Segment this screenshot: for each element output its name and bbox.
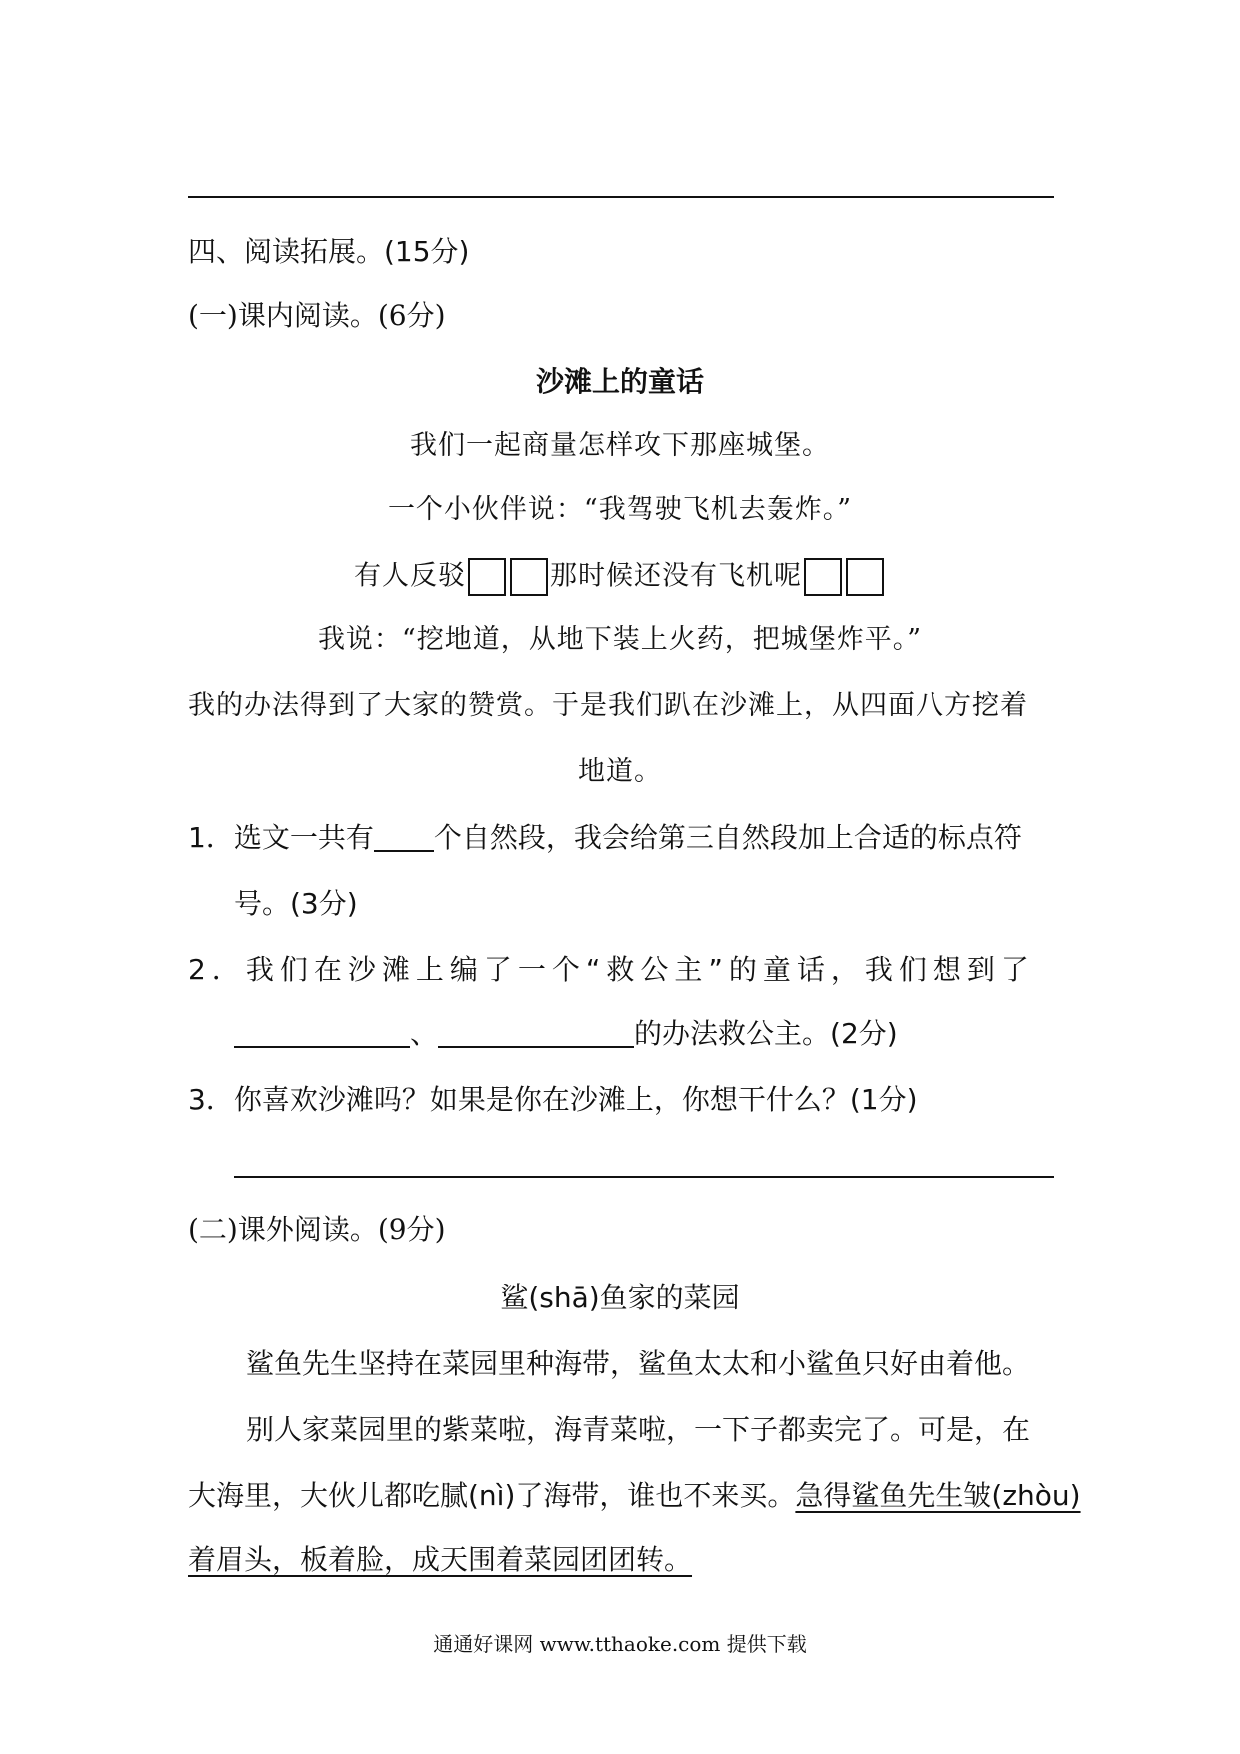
passage1-line-3: [0, 558, 1240, 596]
passage2-paragraph-2-line-3: [188, 1543, 693, 1576]
question-2-number: 2．: [188, 953, 246, 986]
passage2-text: 大海里，大伙儿都吃腻(nì)了海带，谁也不来买。: [188, 1479, 796, 1512]
passage2-paragraph-2-line-1: 别人家菜园里的紫菜啦，海青菜啦，一下子都卖完了。可是，在: [246, 1413, 1031, 1446]
question-3-text: 你喜欢沙滩吗？如果是你在沙滩上，你想干什么？(1分): [233, 1083, 918, 1116]
answer-blank[interactable]: [374, 824, 434, 852]
top-rule: [188, 196, 1054, 198]
passage1-line-4: 我说：“挖地道，从地下装上火药，把城堡炸平。”: [317, 624, 923, 655]
question-3-number: 3．: [188, 1083, 234, 1116]
answer-blank[interactable]: [438, 1020, 634, 1048]
passage1-title: 沙滩上的童话: [535, 365, 704, 398]
passage2-paragraph-1: 鲨鱼先生坚持在菜园里种海带，鲨鱼太太和小鲨鱼只好由着他。: [246, 1347, 1031, 1380]
passage1-line-1: 我们一起商量怎样攻下那座城堡。: [410, 430, 830, 461]
question-2-text-b: 的办法救公主。(2分): [634, 1017, 898, 1050]
passage2-title: 鲨(shā)鱼家的菜园: [500, 1281, 740, 1314]
punctuation-box[interactable]: [468, 558, 506, 596]
footer-text: 通通好课网 www.tthaoke.com 提供下载: [433, 1632, 807, 1656]
question-2-text-a: 我们在沙滩上编了一个“救公主”的童话，我们想到了: [245, 953, 1035, 986]
passage2-paragraph-2-line-2: [188, 1479, 1081, 1512]
part2-heading: (二)课外阅读。(9分): [188, 1213, 446, 1246]
passage1-line-3-start: 有人反驳: [354, 560, 466, 592]
question-1-text-b: 个自然段，我会给第三自然段加上合适的标点符: [433, 821, 1022, 854]
passage1-line-5: 我的办法得到了大家的赞赏。于是我们趴在沙滩上，从四面八方挖着: [188, 690, 1028, 721]
part1-heading: (一)课内阅读。(6分): [188, 299, 446, 332]
question-2: [188, 953, 1035, 986]
question-1-cont: 号。(3分): [234, 887, 358, 920]
passage1-line-2: 一个小伙伴说：“我驾驶飞机去轰炸。”: [387, 494, 853, 525]
passage1-line-6: 地道。: [578, 756, 662, 787]
underlined-sentence: 急得鲨鱼先生皱(zhòu): [795, 1479, 1081, 1512]
section-heading: 四、阅读拓展。(15分): [188, 235, 470, 268]
punctuation-box[interactable]: [846, 558, 884, 596]
question-1-text-a: 选文一共有: [233, 821, 374, 854]
punctuation-box[interactable]: [804, 558, 842, 596]
question-1-number: 1．: [188, 821, 234, 854]
underlined-sentence: 着眉头，板着脸，成天围着菜园团团转。: [188, 1543, 693, 1576]
passage1-line-3-mid: 那时候还没有飞机呢: [550, 560, 802, 592]
question-2-cont: [234, 1017, 898, 1050]
punctuation-box[interactable]: [510, 558, 548, 596]
answer-line[interactable]: [234, 1176, 1054, 1178]
question-1: [188, 821, 1022, 854]
answer-blank[interactable]: [234, 1020, 410, 1048]
question-3: [188, 1083, 918, 1116]
question-2-separator: 、: [410, 1017, 439, 1050]
